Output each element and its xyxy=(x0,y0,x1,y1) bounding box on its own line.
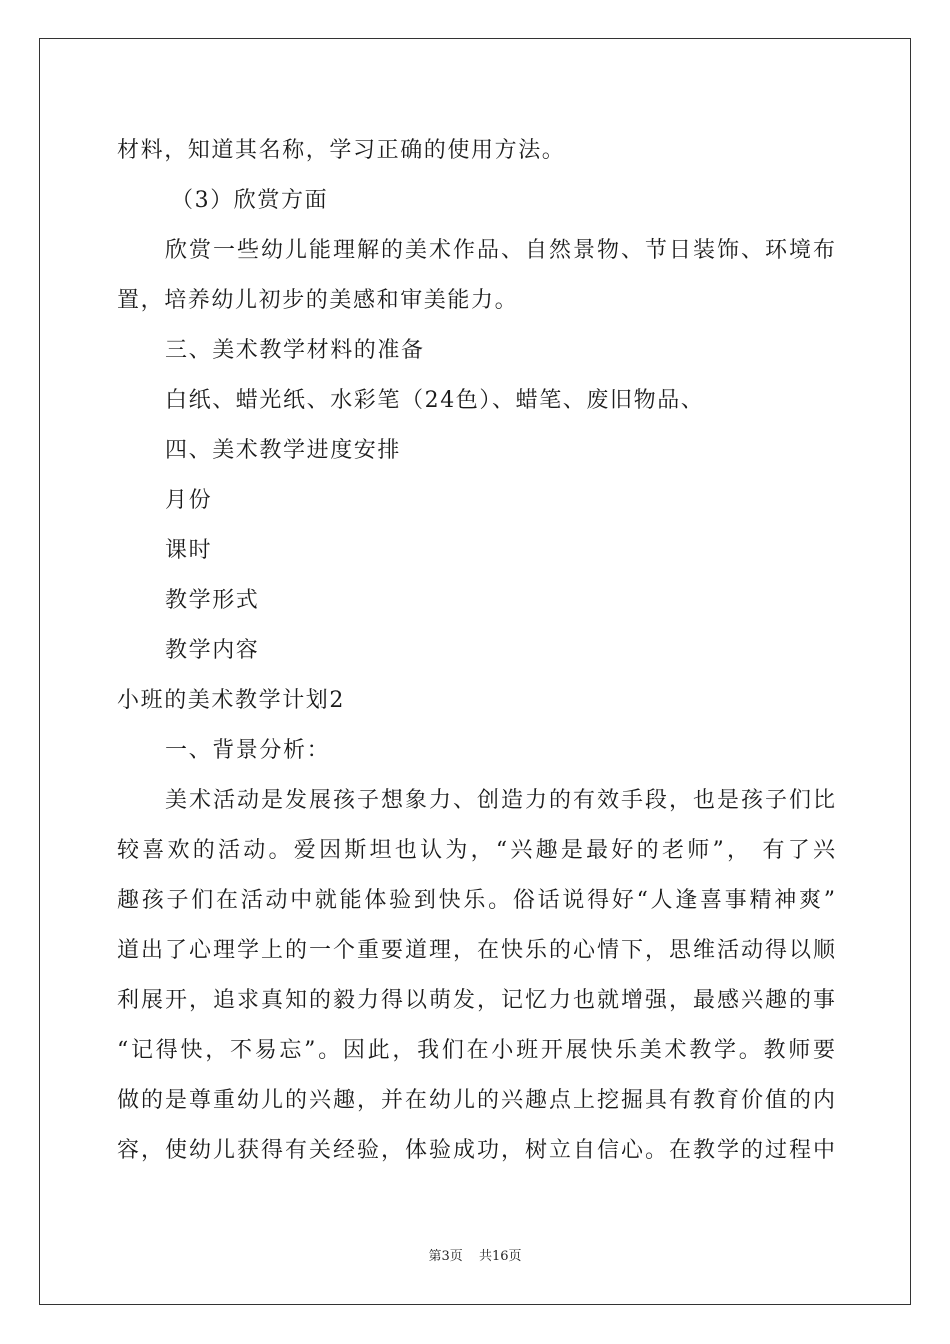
text-line: 欣赏一些幼儿能理解的美术作品、自然景物、节日装饰、环境布 xyxy=(165,238,835,263)
page-total: 共16页 xyxy=(478,1249,522,1264)
text-line: （3）欣赏方面 xyxy=(171,188,329,213)
schedule-column-label: 教学形式 xyxy=(165,588,260,613)
text-line: 做的是尊重幼儿的兴趣，并在幼儿的兴趣点上挖掘具有教育价值的内 xyxy=(117,1088,835,1113)
text-line: 置，培养幼儿初步的美感和审美能力。 xyxy=(117,288,519,313)
text-line: 白纸、蜡光纸、水彩笔（24色）、蜡笔、废旧物品、 xyxy=(165,388,705,413)
page-number: 第3页 xyxy=(428,1249,463,1264)
text-line: “记得快，不易忘”。因此，我们在小班开展快乐美术教学。教师要 xyxy=(117,1038,835,1063)
document-body xyxy=(117,126,835,1176)
page-footer xyxy=(0,1245,950,1264)
section-heading: 三、美术教学材料的准备 xyxy=(165,338,425,363)
schedule-column-label: 教学内容 xyxy=(165,638,260,663)
schedule-column-label: 月份 xyxy=(165,488,213,513)
text-line: 利展开，追求真知的毅力得以萌发，记忆力也就增强，最感兴趣的事 xyxy=(117,988,835,1013)
document-title: 小班的美术教学计划2 xyxy=(117,688,345,713)
schedule-column-label: 课时 xyxy=(165,538,213,563)
section-heading: 四、美术教学进度安排 xyxy=(165,438,402,463)
text-line: 道出了心理学上的一个重要道理，在快乐的心情下，思维活动得以顺 xyxy=(117,938,835,963)
text-line: 较喜欢的活动。爱因斯坦也认为，“兴趣是最好的老师”， 有了兴 xyxy=(117,838,835,863)
text-line: 美术活动是发展孩子想象力、创造力的有效手段，也是孩子们比 xyxy=(165,788,835,813)
section-heading: 一、背景分析： xyxy=(165,738,331,763)
text-line: 材料，知道其名称，学习正确的使用方法。 xyxy=(117,138,566,163)
text-line: 趣孩子们在活动中就能体验到快乐。俗话说得好“人逢喜事精神爽” xyxy=(117,888,835,913)
text-line: 容，使幼儿获得有关经验，体验成功，树立自信心。在教学的过程中 xyxy=(117,1138,835,1163)
